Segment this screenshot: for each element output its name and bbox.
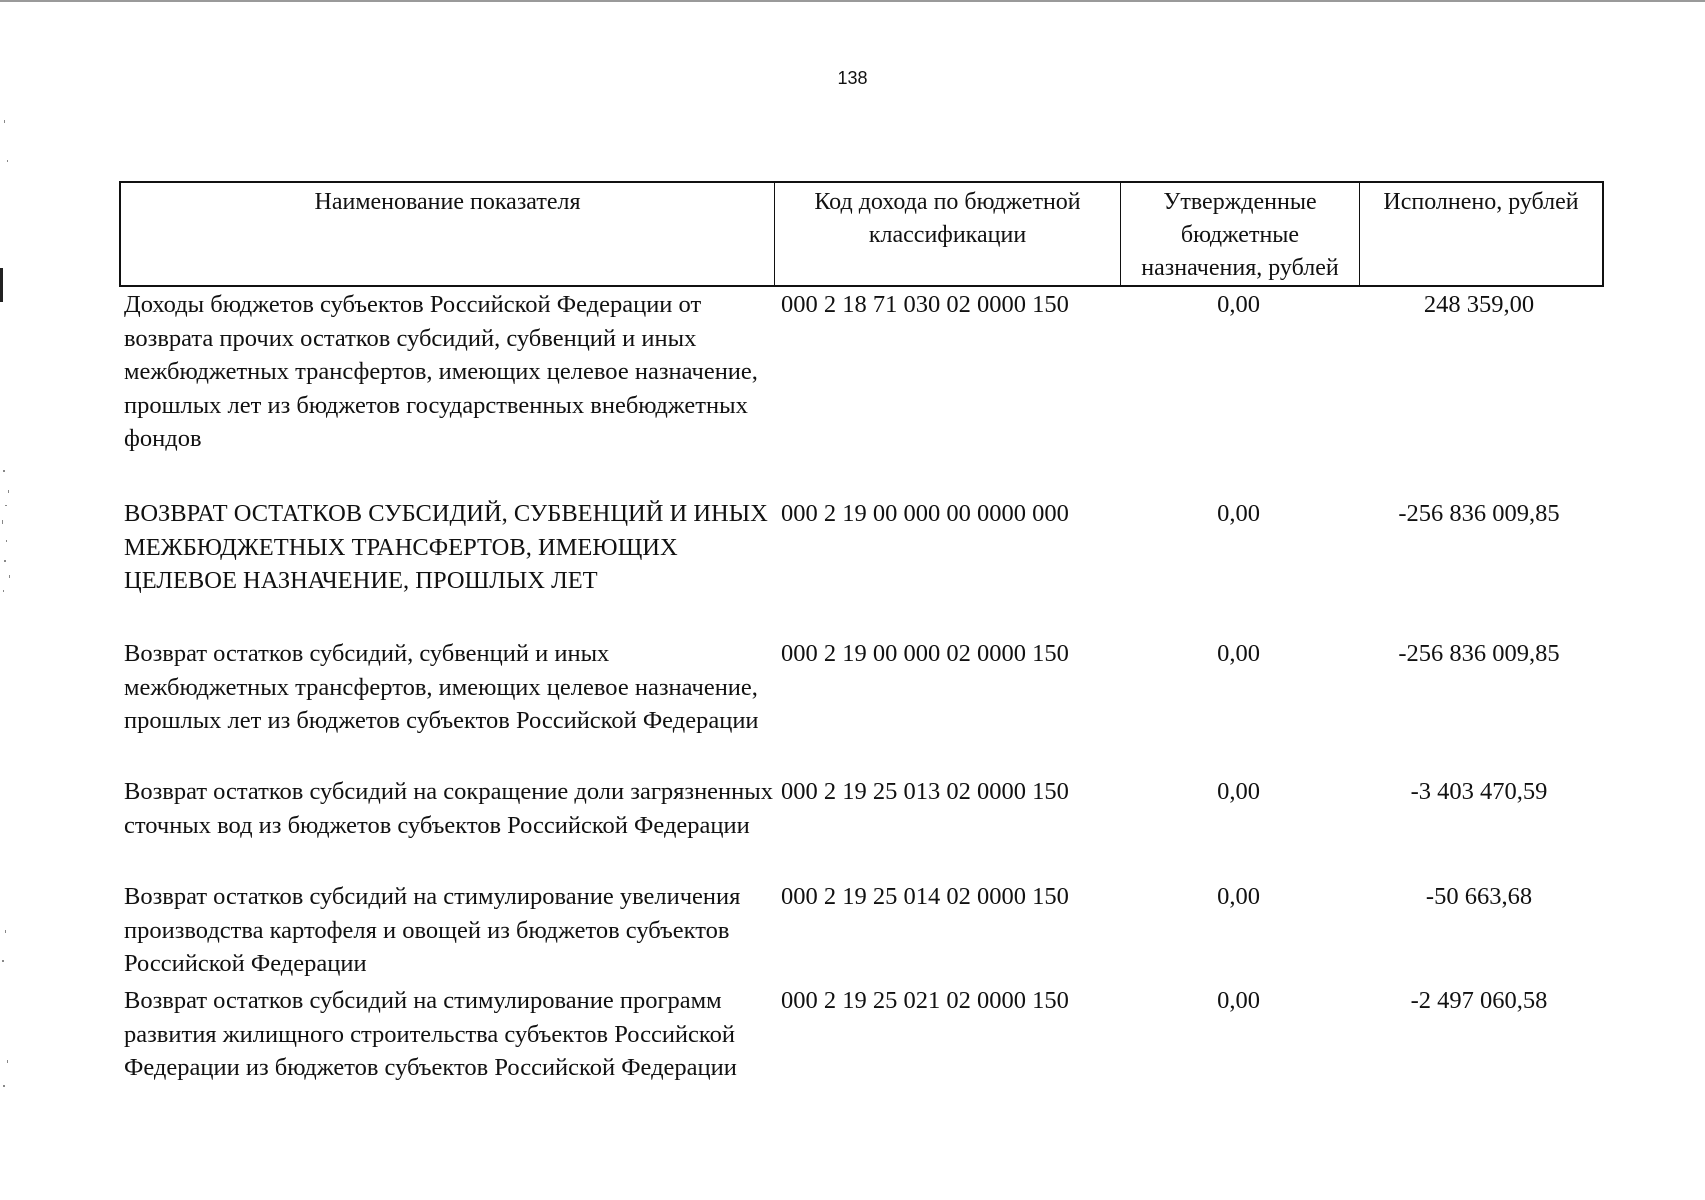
header-revenue-code: Код дохода по бюджетной классификации (775, 183, 1121, 285)
table-row (119, 775, 1604, 842)
row-executed: -256 836 009,85 (1398, 640, 1560, 667)
row-executed: -256 836 009,85 (1398, 500, 1560, 527)
row-name: Возврат остатков субсидий на стимулирование увеличения производства картофеля и овощей из бюджетов субъектов Российской Федерации (124, 883, 741, 977)
row-approved: 0,00 (1217, 883, 1260, 910)
table-row (119, 637, 1604, 738)
header-executed: Исполнено, рублей (1383, 189, 1579, 215)
row-name: Возврат остатков субсидий, субвенций и иных межбюджетных трансфертов, имеющих целевое назначение, прошлых лет из бюджетов субъектов Российской Федерации (124, 640, 759, 734)
header-indicator-name: Наименование показателя (121, 183, 775, 285)
page-top-edge (0, 0, 1705, 2)
row-executed: -50 663,68 (1425, 883, 1533, 910)
table-row (119, 984, 1604, 1085)
row-name: Доходы бюджетов субъектов Российской Федерации от возврата прочих остатков субсидий, субвенций и иных межбюджетных трансфертов, имеющих целевое назначение, прошлых лет из бюджетов государственных внебюджетных фондов (124, 291, 758, 452)
row-executed: -2 497 060,58 (1410, 987, 1548, 1014)
row-approved: 0,00 (1217, 291, 1260, 318)
row-executed: 248 359,00 (1423, 291, 1535, 318)
row-approved: 0,00 (1217, 987, 1260, 1014)
table-row (119, 497, 1604, 598)
table-header (119, 181, 1604, 287)
table-row (119, 880, 1604, 981)
row-approved: 0,00 (1217, 640, 1260, 667)
table-row (119, 288, 1604, 456)
header-approved-budget: Утвержденные бюджетные назначения, рублей (1121, 183, 1360, 285)
row-name: ВОЗВРАТ ОСТАТКОВ СУБСИДИЙ, СУБВЕНЦИЙ И ИНЫХ МЕЖБЮДЖЕТНЫХ ТРАНСФЕРТОВ, ИМЕЮЩИХ ЦЕЛЕВОЕ НАЗНАЧЕНИЕ, ПРОШЛЫХ ЛЕТ (124, 500, 768, 594)
row-code: 000 2 19 25 021 02 0000 150 (781, 987, 1069, 1014)
scan-margin-noise (0, 0, 14, 1200)
row-approved: 0,00 (1217, 778, 1260, 805)
row-code: 000 2 19 00 000 02 0000 150 (781, 640, 1069, 667)
row-code: 000 2 19 25 013 02 0000 150 (781, 778, 1069, 805)
row-executed: -3 403 470,59 (1410, 778, 1548, 805)
row-code: 000 2 18 71 030 02 0000 150 (781, 291, 1069, 318)
row-approved: 0,00 (1217, 500, 1260, 527)
page-number: 138 (837, 68, 868, 88)
row-code: 000 2 19 00 000 00 0000 000 (781, 500, 1069, 527)
row-name: Возврат остатков субсидий на сокращение доли загрязненных сточных вод из бюджетов субъектов Российской Федерации (124, 778, 773, 839)
row-name: Возврат остатков субсидий на стимулирование программ развития жилищного строительства субъектов Российской Федерации из бюджетов субъектов Российской Федерации (124, 987, 737, 1081)
row-code: 000 2 19 25 014 02 0000 150 (781, 883, 1069, 910)
